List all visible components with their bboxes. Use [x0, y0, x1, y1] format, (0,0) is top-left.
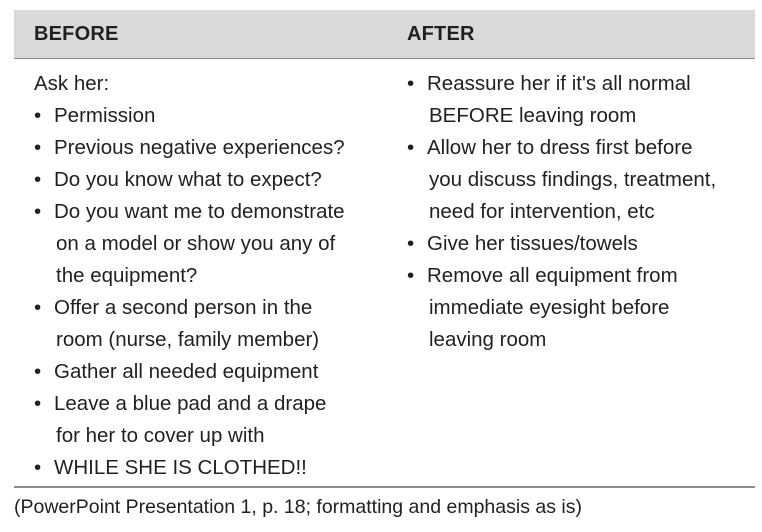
before-bullet-item [34, 452, 394, 484]
before-bullet-text: Offer a second person in the [54, 296, 313, 319]
after-column-header: AFTER [407, 23, 475, 45]
after-bullet-item [407, 68, 752, 132]
bullet-icon: • [34, 456, 42, 479]
before-bullet-text: Leave a blue pad and a drape [54, 392, 327, 415]
before-column [34, 68, 394, 484]
after-bullet-text: immediate eyesight before [429, 296, 670, 319]
after-bullet-item [407, 228, 752, 260]
before-bullet-item [34, 388, 394, 452]
before-bullet-text: Do you want me to demonstrate [54, 200, 345, 223]
before-bullet-text: for her to cover up with [56, 424, 265, 447]
bullet-icon: • [407, 232, 415, 255]
after-bullet-text: Allow her to dress first before [427, 136, 693, 159]
before-intro-text: Ask her: [34, 72, 110, 95]
bullet-icon: • [407, 264, 415, 287]
after-bullet-text: BEFORE leaving room [429, 104, 637, 127]
before-bullet-item [34, 196, 394, 292]
before-bullet-text: Permission [54, 104, 156, 127]
before-after-table [14, 10, 755, 488]
table-header-row [14, 10, 755, 59]
before-bullet-item [34, 356, 394, 388]
after-bullet-item [407, 132, 752, 228]
before-bullet-text: room (nurse, family member) [56, 328, 320, 351]
bullet-icon: • [34, 104, 42, 127]
after-bullet-text: Reassure her if it's all normal [427, 72, 691, 95]
table-body-row [14, 59, 755, 488]
before-bullet-item [34, 132, 394, 164]
before-bullet-item [34, 100, 394, 132]
bullet-icon: • [34, 392, 42, 415]
before-bullet-text: Gather all needed equipment [54, 360, 319, 383]
before-bullet-text: on a model or show you any of [56, 232, 336, 255]
bullet-icon: • [407, 136, 415, 159]
bullet-icon: • [34, 200, 42, 223]
bullet-icon: • [407, 72, 415, 95]
after-column [407, 68, 752, 356]
after-bullet-text: need for intervention, etc [429, 200, 655, 223]
before-bullet-text: Do you know what to expect? [54, 168, 322, 191]
bullet-icon: • [34, 136, 42, 159]
after-bullet-text: Remove all equipment from [427, 264, 678, 287]
before-bullet-text: Previous negative experiences? [54, 136, 345, 159]
after-bullet-text: leaving room [429, 328, 547, 351]
bullet-icon: • [34, 296, 42, 319]
after-bullet-text: you discuss findings, treatment, [429, 168, 717, 191]
bullet-icon: • [34, 168, 42, 191]
before-column-header: BEFORE [34, 23, 119, 45]
before-bullet-text: the equipment? [56, 264, 198, 287]
source-caption: (PowerPoint Presentation 1, p. 18; formatting and emphasis as is) [14, 496, 582, 518]
before-bullet-item [34, 164, 394, 196]
after-bullet-item [407, 260, 752, 356]
before-bullet-text: WHILE SHE IS CLOTHED!! [54, 456, 307, 479]
after-bullet-text: Give her tissues/towels [427, 232, 638, 255]
before-bullet-item [34, 292, 394, 356]
bullet-icon: • [34, 360, 42, 383]
